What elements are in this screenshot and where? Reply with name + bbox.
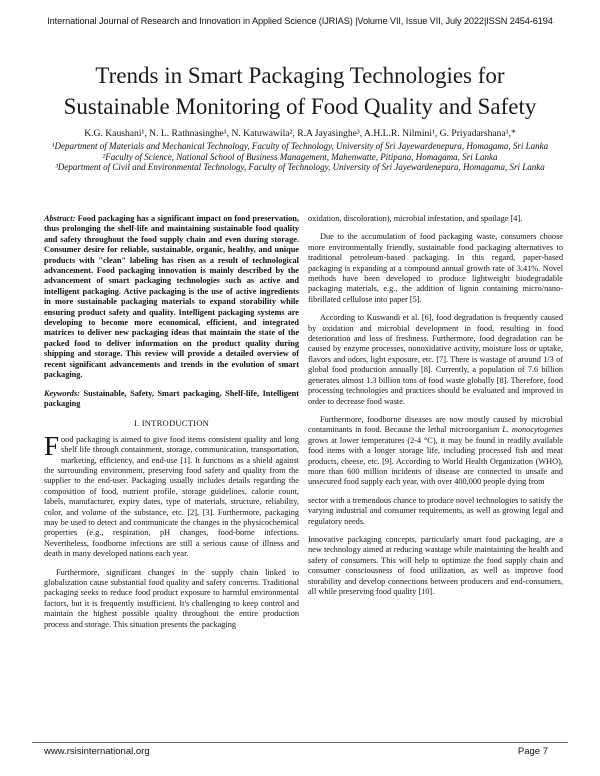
keywords-text: Sustainable, Safety, Smart packaging, Shelf-life, Intelligent packaging [44, 388, 299, 408]
abstract-label: Abstract: [44, 214, 76, 223]
abstract-text: Food packaging has a significant impact on food preservation, thus prolonging the shelf-life and maintaining sustainable food quality and safety throughout the food supply chain and even during storage. Consumer desire for reliable, sustainable, organic, healthy, and unique products with "clean" labeling has risen as a result of technological advancement. Food packaging innovation is mainly described by the advancement of smart packaging technologies such as active and intelligent packaging. Active packaging is the use of active ingredients in more sustainable packaging materials to expand storability while ensuring product safety and quality. Intelligent packaging systems are developing to become more economical, efficient, and integrated matrices to deliver new packaging ideas that maintain the state of the packed food to deliver information on the product quality during shipping and storage. This review will provide a detailed overview of recent significant advancements and trends in the evolution of smart packaging. [44, 214, 299, 380]
keywords [44, 389, 299, 410]
right-column [308, 214, 563, 605]
section-heading-introduction: I. INTRODUCTION [133, 418, 210, 429]
left-column [44, 214, 299, 638]
affiliation-1: ¹Department of Materials and Mechanical Technology, Faculty of Technology, University of Sri Jayewardenepura, Homagama, Sri Lanka [51, 141, 549, 151]
keywords-label: Keywords: [44, 388, 80, 398]
species-name: L. monocytogenes [502, 425, 563, 435]
right-paragraph-3-b: grows at lower temperatures (2-4 °C), it may be found in readily available food items with a longer storage life, including processed fish and meat products, cheese, etc. [9]. According to World Health Organization (WHO), more than 600 million incidents of disease are connected to unsafe and unsecured food supply each year, with over 400,000 people dying from [308, 435, 563, 487]
right-paragraph-5: Innovative packaging concepts, particularly smart food packaging, are a new technology aimed at reducing wastage while maintaining the health and safety of consumers. This will help to optimize the food supply chain and consumer consciousness of food utilization, as well as improve food storability and develop connections between producers and end-consumers, all while preserving food quality [10]. [308, 534, 563, 596]
right-paragraph-continued: oxidation, discoloration), microbial infestation, and spoilage [4]. [308, 214, 523, 223]
paper-title [30, 60, 570, 122]
right-paragraph-3 [308, 415, 563, 488]
affiliation-2: ²Faculty of Science, National School of Business Management, Mahenwatte, Pitipana, Homagama, Sri Lanka [102, 151, 498, 162]
right-paragraph-2: According to Kuswandi et al. [6], food degradation is frequently caused by oxidation and microbial development in food, resulting in food deterioration and loss of freshness. Furthermore, food degradation can be caused by enzyme processes, nonoxidative activity, moisture loss or uptake, flavors and odors, light exposure, etc. [7]. There is wastage of around 1/3 of global food production annually [8]. Currently, a population of 7.6 billion generates almost 1.3 billion tons of food waste globally [8]. Therefore, food processing technologies and practices should be evaluated and improved in order to decrease food waste. [308, 313, 563, 406]
intro-paragraph-2: Furthermore, significant changes in the supply chain linked to globalization cause substantial food quality and safety concerns. Traditional packaging seeks to reduce food product exposure to harmful environmental factors, but it is frequently insufficient. It's challenging to keep control and maintain the highest possible quality throughout the entire production process and storage. This situation presents the packaging [44, 567, 299, 629]
footer-website: www.rsisinternational.org [44, 746, 150, 757]
affiliations [40, 141, 560, 173]
title-line-2: Sustainable Monitoring of Food Quality and Safety [63, 94, 537, 119]
abstract [44, 214, 299, 381]
intro-paragraph-1 [44, 430, 299, 560]
intro-paragraph-1-text: ood packaging is aimed to give food items consistent quality and long shelf life through containment, storage, communication, transportation, marketing, efficiency, and end-use [1]. It functions as a shield against the surrounding environment, preserving food safety and quality from the supplier to the end-user. Packaging usually includes details regarding the composition of food, nutrient profile, storage guidelines, calorie count, labels, manufacturer, expiry dates, type of materials, structure, reliability, color, and volume of the substance, etc. [2], [3]. Furthermore, packaging may be used to detect and communicate the changes in the physicochemical properties (e.g., respiration, pH changes, food-borne infections. Nevertheless, foodborne infections are still a serious cause of illness and death in many developed nations each year. [44, 434, 299, 559]
right-paragraph-3-a: Furthermore, foodborne diseases are now mostly caused by microbial contaminants in food. Because the lethal microorganism [308, 414, 563, 435]
right-paragraph-1: Due to the accumulation of food packaging waste, consumers choose more environmentally friendly, sustainable food packaging alternatives to traditional petroleum-based packaging. In this regard, paper-based packaging is expanding at a compound annual growth rate of 3.41%. Novel methods have been developed to produce lightweight biodegradable packaging materials, e.g., the addition of lignin containing micro/nano-fibrillated cellulose into paper [5]. [308, 232, 563, 304]
title-line-1: Trends in Smart Packaging Technologies for [95, 63, 505, 88]
author-list: K.G. Kaushani¹, N. L. Rathnasinghe¹, N. Katuwawila², R.A Jayasinghe³, A.H.L.R. Nilmini¹, G. Priyadarshana¹,* [84, 128, 516, 139]
footer-divider [32, 742, 568, 743]
affiliation-3: ³Department of Civil and Environmental Technology, Faculty of Technology, University of Sri Jayewardenepura, Homagama, Sri Lanka [55, 162, 545, 173]
right-paragraph-4: sector with a tremendous chance to produce novel technologies to satisfy the varying industrial and consumer requirements, as well as growing legal and regulatory needs. [308, 495, 563, 526]
footer-page-number: Page 7 [517, 746, 548, 757]
journal-running-header: International Journal of Research and Innovation in Applied Science (IJRIAS) |Volume VII, Issue VII, July 2022|ISSN 2454-6194 [47, 16, 553, 26]
drop-cap: F [44, 430, 60, 461]
